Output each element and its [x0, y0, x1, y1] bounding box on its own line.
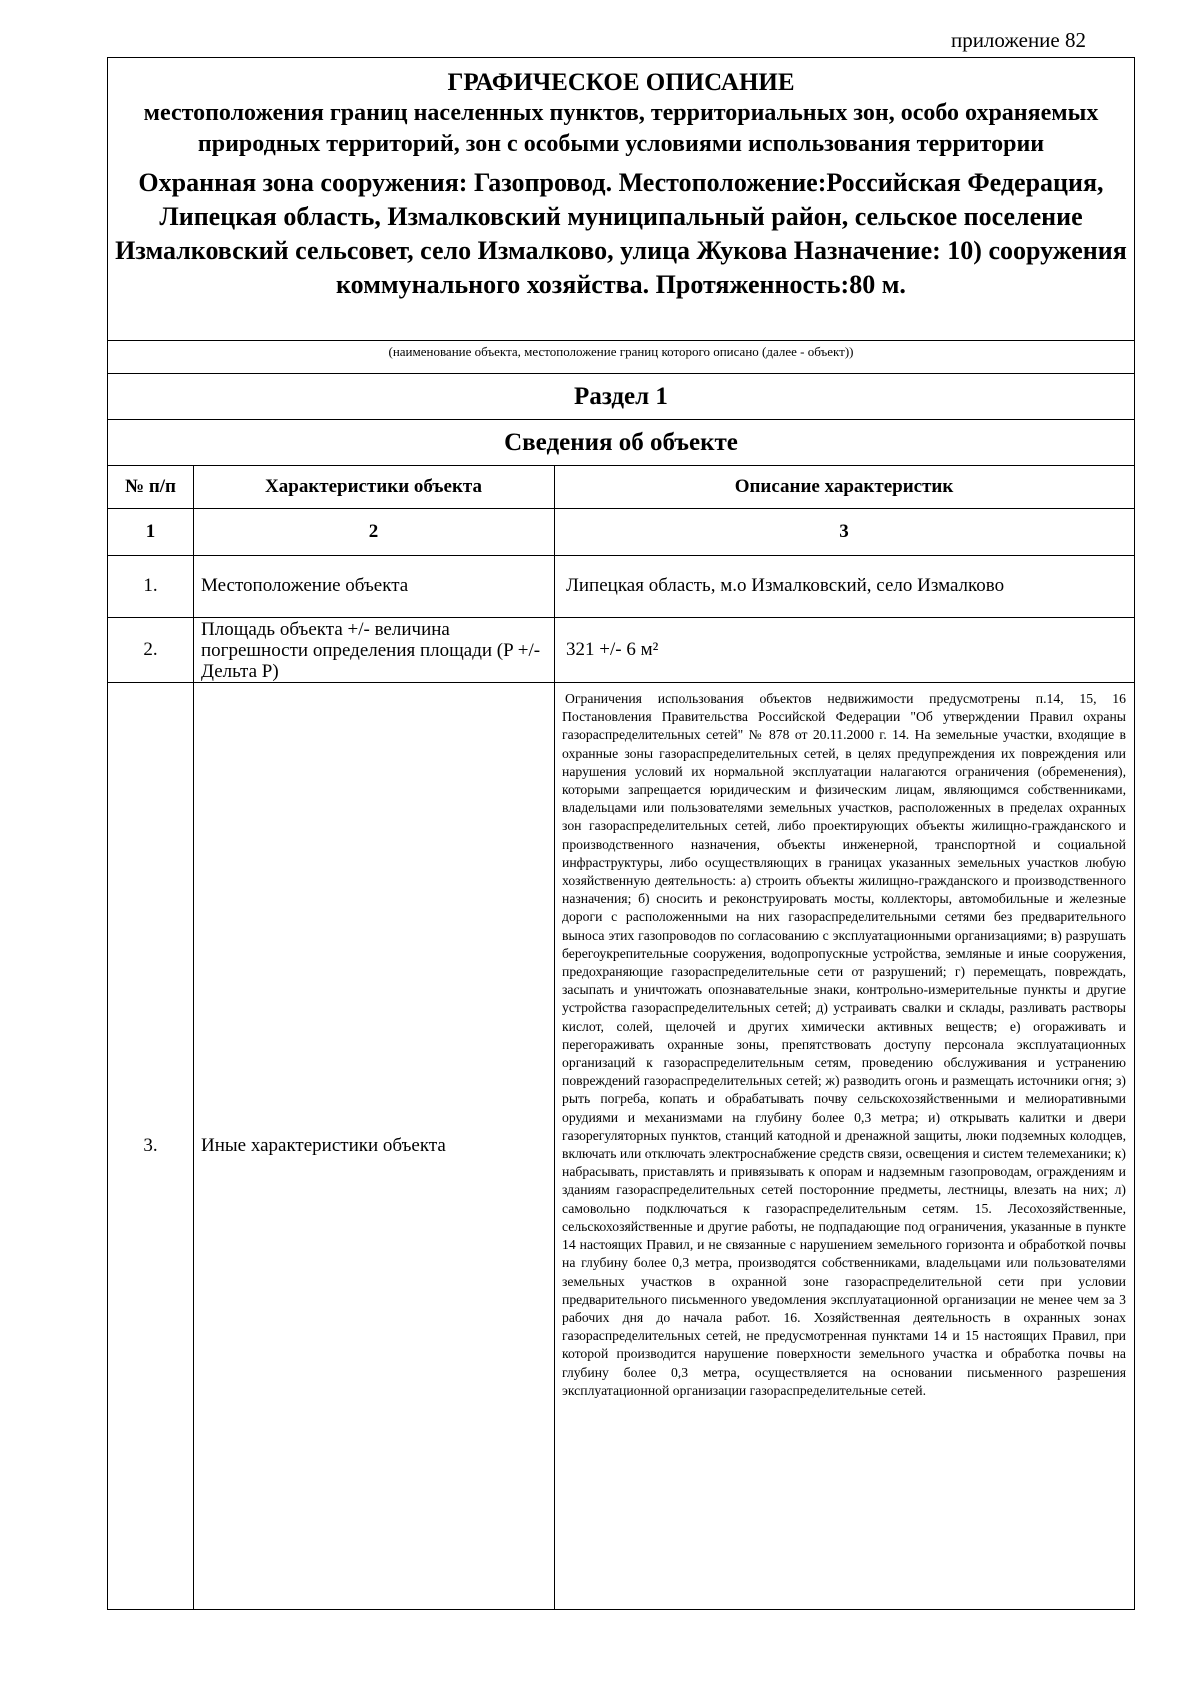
section-subtitle: Сведения об объекте — [108, 420, 1134, 466]
document-title: ГРАФИЧЕСКОЕ ОПИСАНИЕ — [447, 69, 795, 96]
column-number: 3 — [839, 520, 849, 542]
row-number: 2. — [143, 638, 158, 660]
appendix-label: приложение 82 — [950, 28, 1086, 52]
document-subtitle: местоположения границ населенных пунктов, территориальных зон, особо охраняемых природных территорий, зон с особыми условиями использования территории — [143, 100, 1099, 157]
restrictions-text: Ограничения использования объектов недвижимости предусмотрены п.14, 15, 16 Постановления Правительства Российской Федерации "Об утверждении Правил охраны газораспределительных сетей" № 878 от 20.11.2000 г. 14. На земельные участки, входящие в охранные зоны газораспределительных сетей, в целях предупреждения их повреждения или нарушения условий их нормальной эксплуатации налагаются ограничения (обременения), которыми запрещается юридическим и физическим лицам, являющимся собственниками, владельцами или пользователями земельных участков, расположенных в пределах охранных зон газораспределительных сетей, либо проектирующих объекты жилищно-гражданского и производственного назначения, объекты инженерной, транспортной и социальной инфраструктуры, либо осуществляющих в границах указанных земельных участков любую хозяйственную деятельность: а) строить объекты жилищно-гражданского и производственного назначения; б) сносить и реконструировать мосты, коллекторы, автомобильные и железные дороги с расположенными на них газораспределительными сетями без предварительного выноса этих газопроводов по согласованию с эксплуатационными организациями; в) разрушать берегоукрепительные сооружения, водопропускные устройства, земляные и иные сооружения, предохраняющие газораспределительные сети от разрушений; г) перемещать, повреждать, засыпать и уничтожать опознавательные знаки, контрольно-измерительные пункты и другие устройства газораспределительных сетей; д) устраивать свалки и склады, разливать растворы кислот, солей, щелочей и других химически активных веществ; е) огораживать и перегораживать охранные зоны, препятствовать доступу персонала эксплуатационных организаций к газораспределительным сетям, проведению обслуживания и устранению повреждений газораспределительных сетей; ж) разводить огонь и размещать источники огня; з) рыть погреба, копать и обрабатывать почву сельскохозяйственными и мелиоративными орудиями и механизмами на глубину более 0,3 метра; и) открывать калитки и двери газорегуляторных пунктов, станций катодной и дренажной защиты, люки подземных колодцев, включать или отключать электроснабжение средств связи, освещения и систем телемеханики; к) набрасывать, приставлять и привязывать к опорам и надземным газопроводам, ограждениям и зданиям газораспределительных сетей посторонние предметы, лестницы, влезать на них; л) самовольно подключаться к газораспределительным сетям. 15. Лесохозяйственные, сельскохозяйственные и другие работы, не подпадающие под ограничения, указанные в пункте 14 настоящих Правил, и не связанные с нарушением земельного горизонта и обработкой почвы на глубину более 0,3 метра, производятся собственниками, владельцами или пользователями земельных участков в охранной зоне газораспределительной сети при условии предварительного письменного уведомления эксплуатационной организации не менее чем за 3 рабочих дня до начала работ. 16. Хозяйственная деятельность в охранных зонах газораспределительных сетей, не предусмотренная пунктами 14 и 15 настоящих Правил, при которой производится нарушение поверхности земельного участка и обработка почвы на глубину более 0,3 метра, осуществляется на основании письменного разрешения эксплуатационной организации газораспределительные сетей. — [562, 691, 1126, 1398]
row-value: 321 +/- 6 м² — [566, 638, 659, 660]
row-number: 1. — [143, 575, 158, 596]
table-header-characteristic: Характеристики объекта — [265, 476, 482, 497]
table-header-description: Описание характеристик — [734, 476, 954, 497]
object-note: (наименование объекта, местоположение границ которого описано (далее - объект)) — [108, 341, 1134, 374]
object-name: Охранная зона сооружения: Газопровод. Местоположение:Российская Федерация, Липецкая область, Измалковский муниципальный район, сельское поселение Измалковский сельсовет, село Измалково, улица Жукова Назначение: 10) сооружения коммунального хозяйства. Протяженность:80 м. — [115, 168, 1127, 299]
row-value: Липецкая область, м.о Измалковский, село Измалково — [566, 575, 1005, 596]
section-title: Раздел 1 — [108, 374, 1134, 420]
column-number: 1 — [145, 520, 156, 542]
document-header — [108, 58, 1134, 341]
row-number: 3. — [143, 1134, 158, 1156]
column-number: 2 — [368, 520, 379, 542]
document-frame — [107, 57, 1135, 1610]
table-header-num: № п/п — [124, 476, 177, 497]
row-characteristic: Иные характеристики объекта — [201, 1134, 446, 1156]
row-characteristic: Местоположение объекта — [201, 575, 409, 596]
row-characteristic: Площадь объекта +/- величина погрешности определения площади (P +/- Дельта P) — [201, 619, 541, 682]
